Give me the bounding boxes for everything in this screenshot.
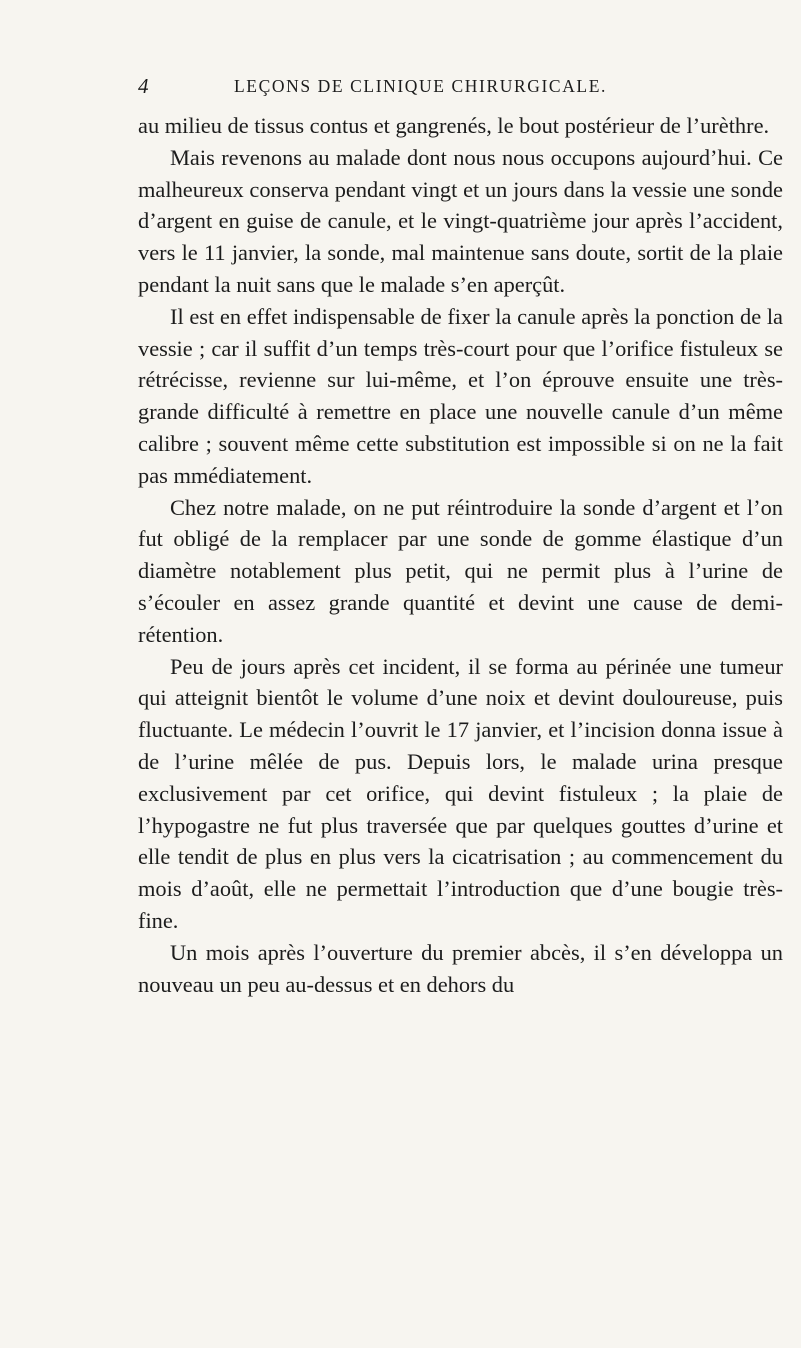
paragraph: Peu de jours après cet incident, il se forma au périnée une tumeur qui atteignit bientôt le volume d’une noix et devint douloureuse, puis fluctuante. Le médecin l’ouvrit le 17 janvier, et l’incision donna issue à de l’urine mêlée de pus. Depuis lors, le malade urina presque exclusivement par cet orifice, qui devint fistuleux ; la plaie de l’hypogastre ne fut plus traversée que par quelques gouttes d’urine et elle tendit de plus en plus vers la cicatrisation ; au commencement du mois d’août, elle ne permettait l’introduction que d’une bougie très-fine. [138,653,783,933]
paragraph: Mais revenons au malade dont nous nous occupons aujourd’hui. Ce malheureux conserva pendant vingt et un jours dans la vessie une sonde d’argent en guise de canule, et le vingt-quatrième jour après l’accident, vers le 11 janvier, la sonde, mal maintenue sans doute, sortit de la plaie pendant la nuit sans que le malade s’en aperçût. [138,144,783,297]
paragraph-continuation: au milieu de tissus contus et gangrenés, le bout postérieur de l’urèthre. [138,113,770,138]
page-number: 4 [138,74,149,98]
body-text [138,110,783,1000]
paragraph: Chez notre malade, on ne put réintroduire la sonde d’argent et l’on fut obligé de la remplacer par une sonde de gomme élastique d’un diamètre notablement plus petit, qui ne permit plus à l’urine de s’écouler en assez grande quantité et devint une cause de demi-rétention. [138,494,783,647]
paragraph: Un mois après l’ouverture du premier abcès, il s’en développa un nouveau un peu au-dessus et en dehors du [138,939,783,997]
running-head [138,66,778,100]
paragraph: Il est en effet indispensable de fixer la canule après la ponction de la vessie ; car il suffit d’un temps très-court pour que l’orifice fistuleux se rétrécisse, revienne sur lui-même, et l’on éprouve ensuite une très-grande difficulté à remettre en place une nouvelle canule d’un même calibre ; souvent même cette substitution est impossible si on ne la fait pas mmédiatement. [138,303,783,488]
running-title: LEÇONS DE CLINIQUE CHIRURGICALE. [234,76,607,96]
